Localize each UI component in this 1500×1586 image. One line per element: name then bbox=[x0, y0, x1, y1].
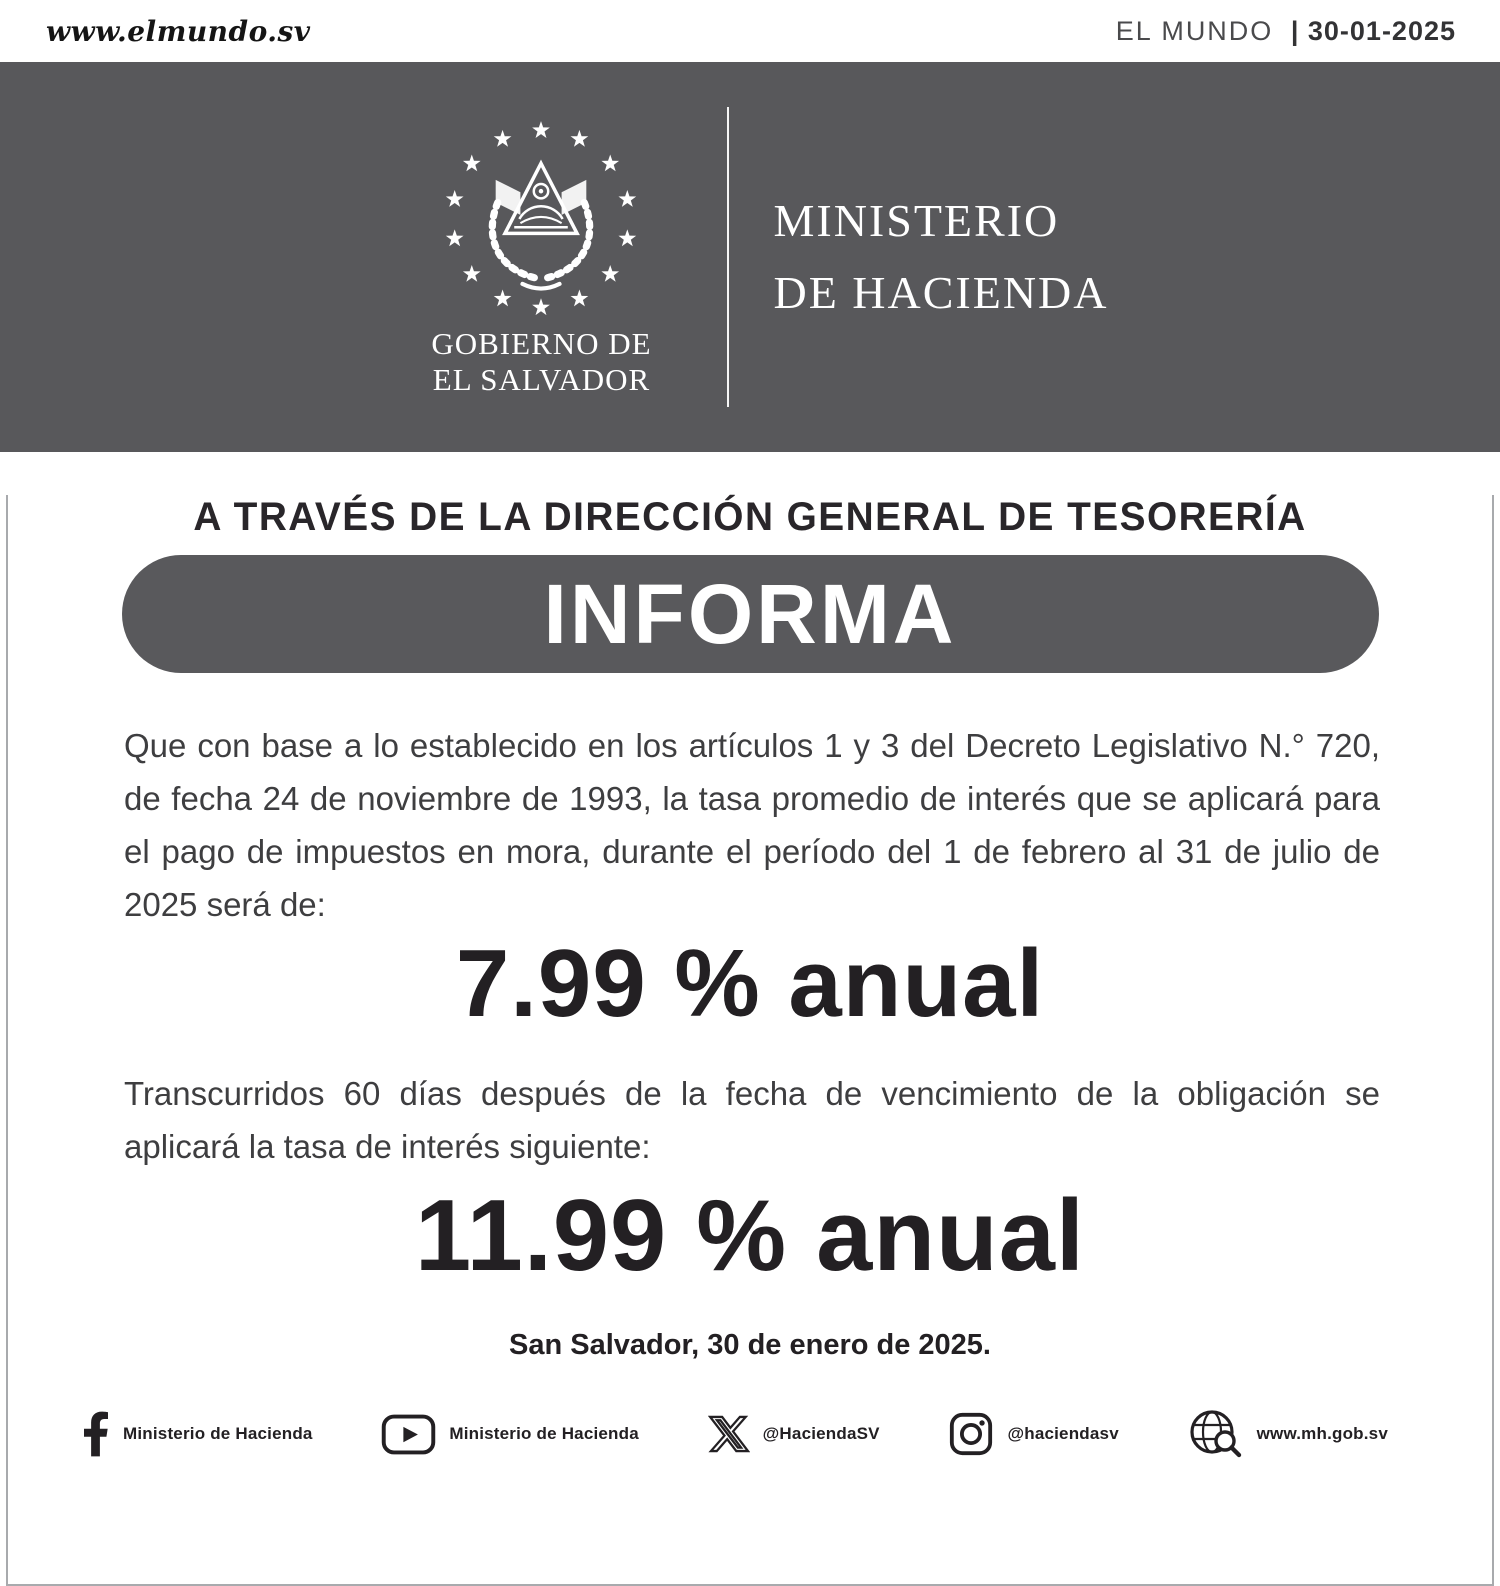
announcement-subtitle: A TRAVÉS DE LA DIRECCIÓN GENERAL DE TESORERÍA bbox=[193, 495, 1307, 539]
newspaper-topbar bbox=[0, 0, 1500, 62]
informa-title: INFORMA bbox=[543, 566, 957, 661]
announcement-paragraph-1: Que con base a lo establecido en los artículos 1 y 3 del Decreto Legislativo N.° 720, de fecha 24 de noviembre de 1993, la tasa promedio de interés que se aplicará para el pago de impuestos en mora, durante el período del 1 de febrero al 31 de julio de 2025 será de: bbox=[124, 727, 1380, 923]
social-item-facebook[interactable] bbox=[82, 1409, 313, 1459]
youtube-icon bbox=[381, 1414, 436, 1455]
coat-of-arms-icon bbox=[438, 116, 644, 322]
publication-date: | 30-01-2025 bbox=[1290, 15, 1456, 46]
x-handle: @HaciendaSV bbox=[762, 1424, 880, 1443]
informa-banner bbox=[122, 555, 1379, 673]
interest-rate-primary: 7.99 % anual bbox=[455, 930, 1045, 1037]
social-item-website[interactable] bbox=[1188, 1408, 1388, 1460]
social-footer bbox=[8, 1408, 1492, 1460]
instagram-handle: @haciendasv bbox=[1007, 1424, 1119, 1443]
announcement-paragraph-2: Transcurridos 60 días después de la fecha de vencimiento de la obligación se aplicará la tasa de interés siguiente: bbox=[124, 1075, 1380, 1165]
government-brand bbox=[391, 107, 1108, 407]
government-line2: EL SALVADOR bbox=[432, 362, 651, 397]
instagram-icon bbox=[948, 1411, 994, 1457]
social-item-youtube[interactable] bbox=[381, 1414, 639, 1455]
announcement-dateline: San Salvador, 30 de enero de 2025. bbox=[509, 1329, 991, 1361]
ministry-wordmark bbox=[773, 185, 1108, 329]
publication-name: EL MUNDO bbox=[1115, 15, 1274, 46]
institutional-header-band bbox=[0, 62, 1500, 452]
government-wordmark bbox=[431, 326, 651, 398]
vertical-divider bbox=[727, 107, 729, 407]
youtube-handle: Ministerio de Hacienda bbox=[449, 1424, 639, 1443]
x-icon bbox=[708, 1413, 750, 1455]
government-line1: GOBIERNO DE bbox=[431, 326, 652, 361]
newspaper-site-url: www.elmundo.sv bbox=[46, 14, 311, 48]
facebook-icon bbox=[82, 1409, 110, 1459]
ministry-line2: DE HACIENDA bbox=[773, 267, 1109, 318]
facebook-handle: Ministerio de Hacienda bbox=[123, 1424, 313, 1443]
website-url: www.mh.gob.sv bbox=[1256, 1424, 1388, 1443]
social-item-instagram[interactable] bbox=[948, 1411, 1118, 1457]
government-emblem-block bbox=[391, 116, 691, 398]
social-item-x[interactable] bbox=[708, 1413, 880, 1455]
announcement-body bbox=[6, 495, 1494, 1586]
interest-rate-secondary: 11.99 % anual bbox=[415, 1180, 1085, 1292]
globe-search-icon bbox=[1188, 1408, 1244, 1460]
ministry-line1: MINISTERIO bbox=[773, 195, 1060, 246]
newspaper-edition bbox=[1116, 16, 1456, 47]
